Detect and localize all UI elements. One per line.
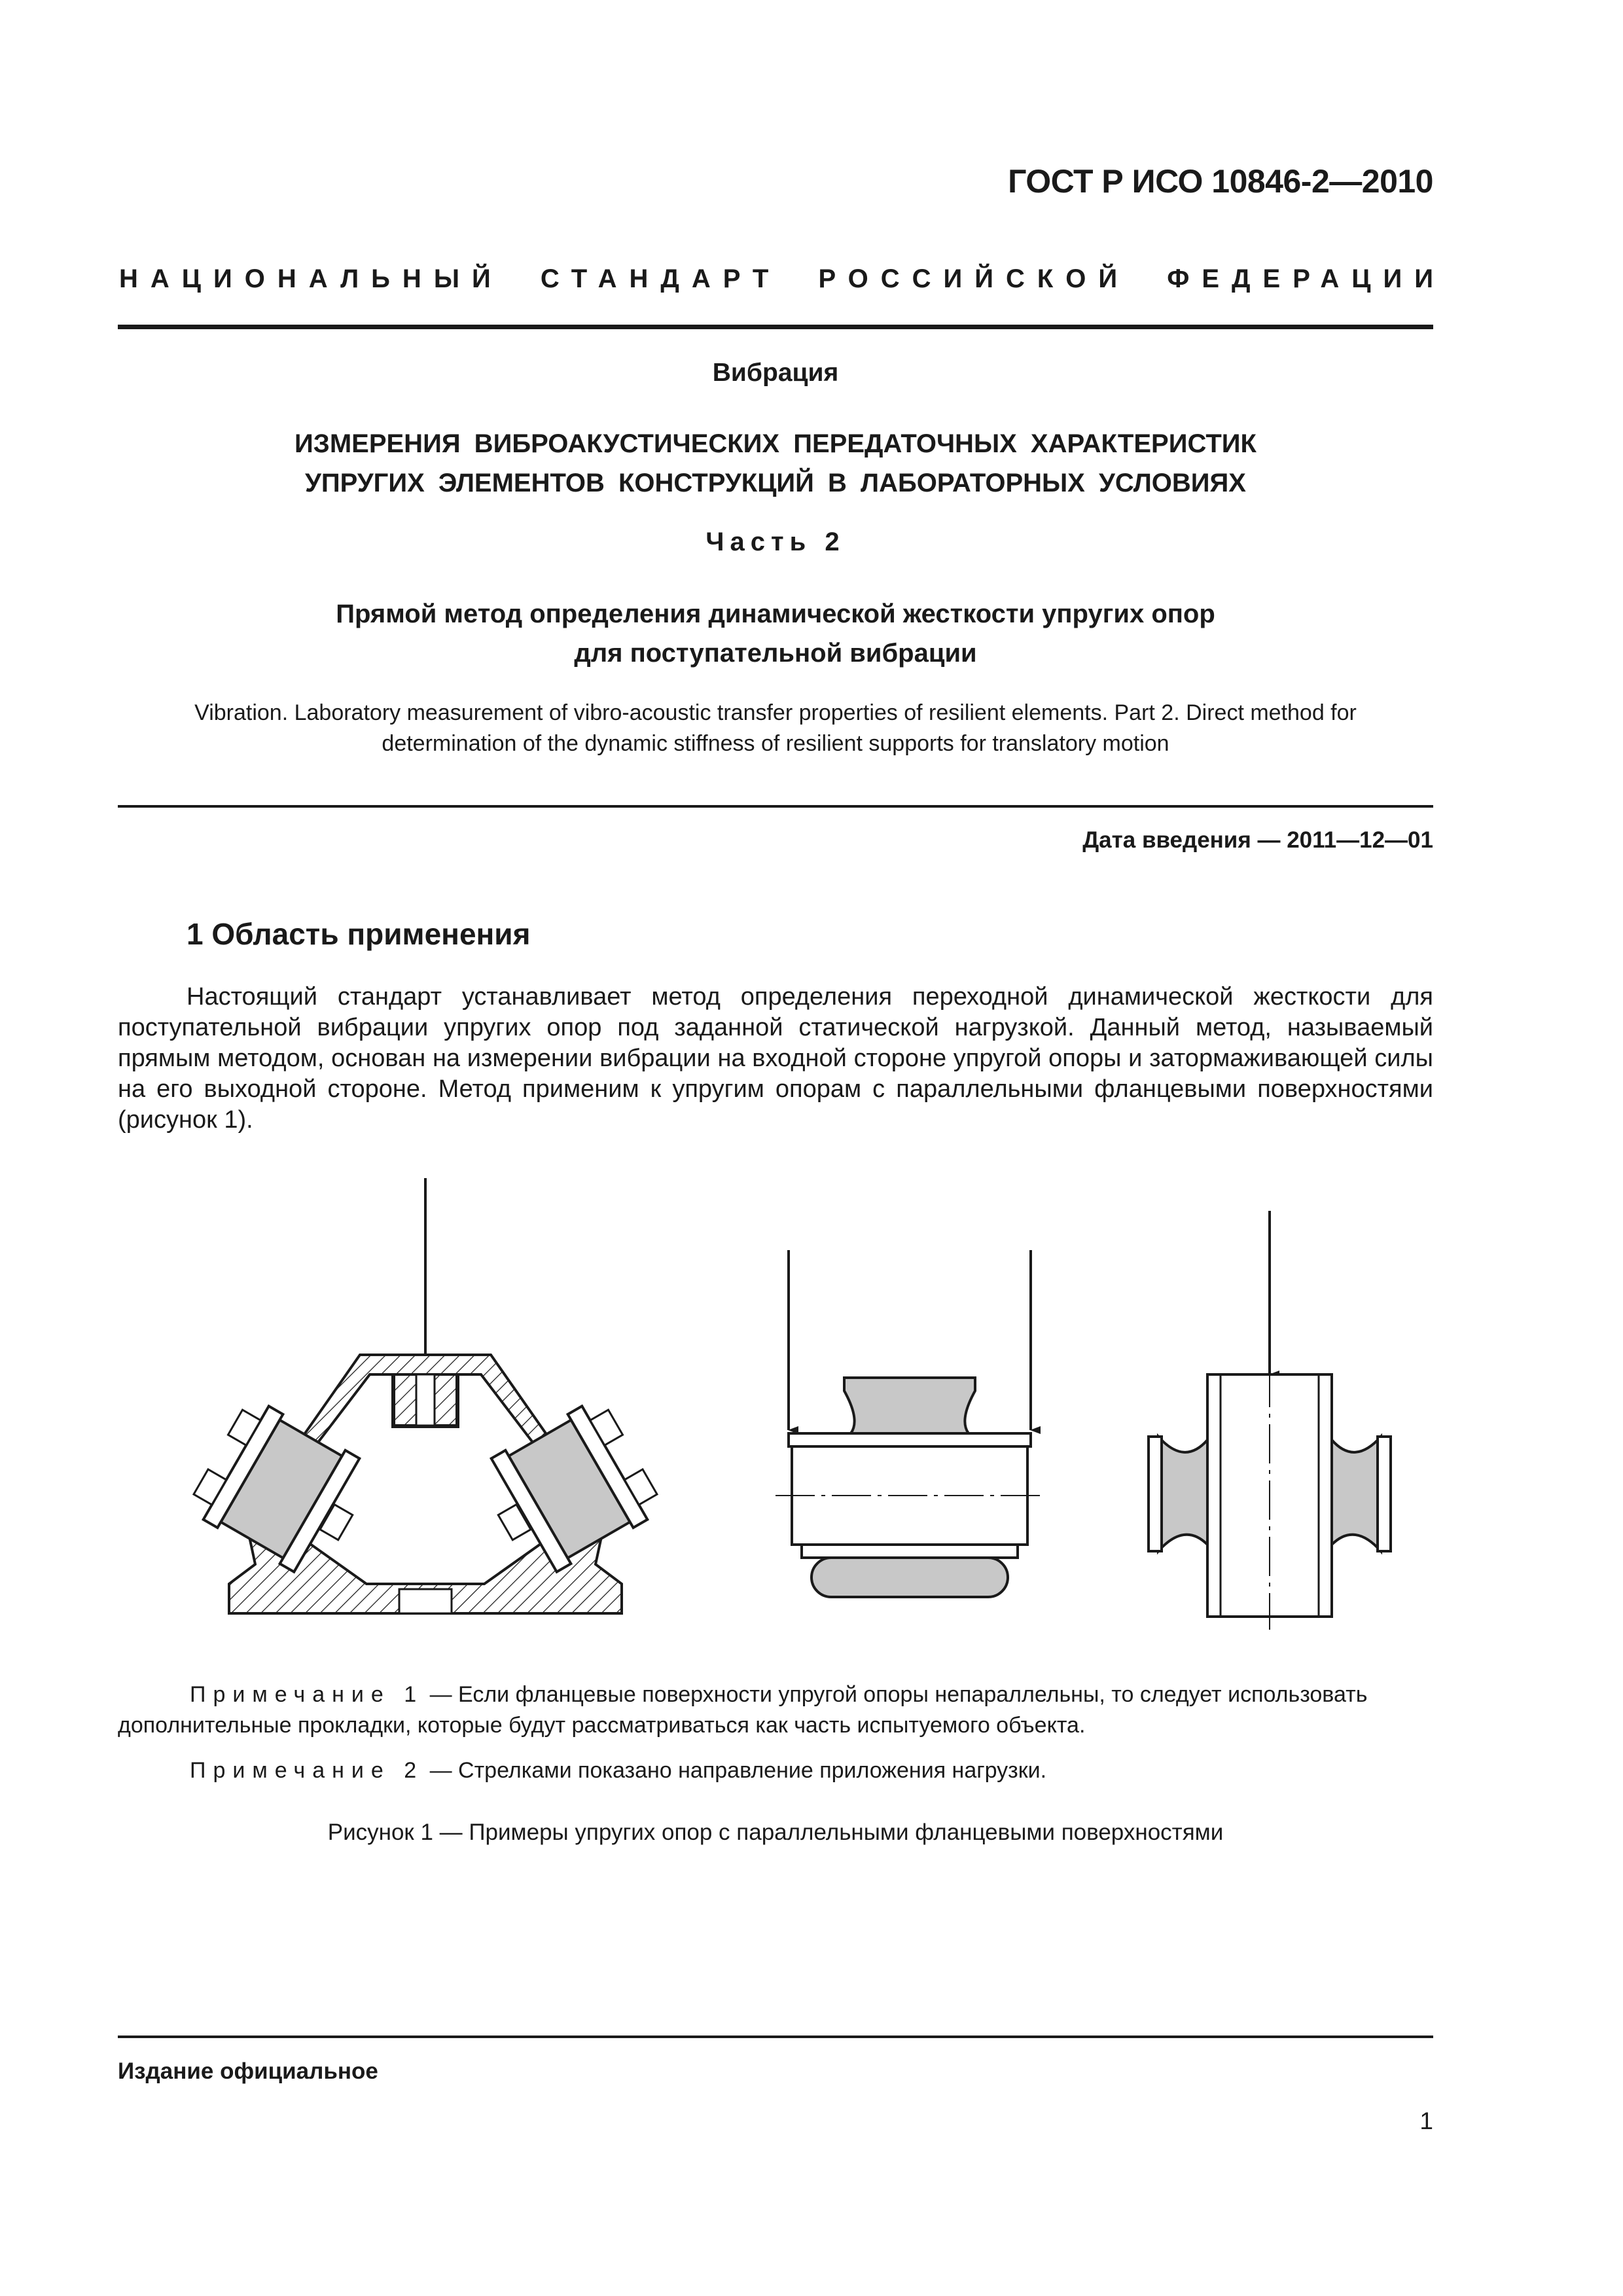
note-1-label: Примечание 1	[190, 1682, 424, 1707]
bottom-plate	[802, 1545, 1018, 1558]
section-paragraph: Настоящий стандарт устанавливает метод определения переходной динамической жесткости для поступательной вибрации упругих опор под заданной статической нагрузкой. Данный метод, называемый прямым методом, основан на измерении вибрации на входной стороне упругой опоры и затормаживающей силы на его выходной стороне. Метод применим к упругим опорам с параллельными фланцевыми поверхностями (рисунок 1).	[118, 983, 1433, 1134]
subtitle	[118, 594, 1433, 673]
title-rule	[118, 805, 1433, 808]
rubber-left	[1158, 1437, 1207, 1551]
footer-rule	[118, 2036, 1433, 2038]
note-2-label: Примечание 2	[190, 1758, 424, 1783]
edition-label: Издание официальное	[118, 2058, 378, 2084]
part-label: Часть 2	[705, 528, 846, 556]
rubber-right	[1332, 1437, 1381, 1551]
national-title-word-4: ФЕДЕРАЦИИ	[1167, 264, 1446, 293]
note-2-text: — Стрелками показано направление приложения нагрузки.	[423, 1758, 1047, 1783]
subtitle-line-1: Прямой метод определения динамической жесткости упругих опор	[336, 600, 1215, 628]
header-rule	[118, 325, 1433, 329]
mount-example-2	[776, 1250, 1044, 1597]
english-title-line-1: Vibration. Laboratory measurement of vibro-acoustic transfer properties of resilient elements. Part 2. Direct method for	[194, 700, 1357, 725]
figure-caption: Рисунок 1 — Примеры упругих опор с параллельными фланцевыми поверхностями	[327, 1820, 1224, 1845]
mount-example-1	[185, 1178, 666, 1613]
subtitle-line-2: для поступательной вибрации	[574, 639, 977, 668]
introduction-date: Дата введения — 2011—12—01	[1082, 827, 1433, 853]
national-title-word-3: РОССИЙСКОЙ	[818, 264, 1130, 293]
figure-resilient-supports	[118, 1178, 1433, 1676]
top-plate	[789, 1433, 1031, 1446]
rubber-top	[844, 1378, 975, 1433]
page-number: 1	[1419, 2108, 1433, 2134]
note-1-text: — Если фланцевые поверхности упругой опоры непараллельны, то следует использовать дополнительные прокладки, которые будут рассматриваться как часть испытуемого объекта.	[118, 1682, 1368, 1738]
document-subject: Вибрация	[712, 359, 839, 387]
base-hole	[399, 1589, 452, 1613]
top-boss-hole	[416, 1374, 435, 1426]
national-standard-title	[119, 264, 1446, 294]
main-title	[118, 424, 1433, 503]
note-1	[118, 1679, 1433, 1741]
main-title-line-1: ИЗМЕРЕНИЯ ВИБРОАКУСТИЧЕСКИХ ПЕРЕДАТОЧНЫХ ХАРАКТЕРИСТИК	[294, 429, 1257, 458]
english-title-line-2: determination of the dynamic stiffness of resilient supports for translatory motion	[382, 731, 1169, 756]
main-title-line-2: УПРУГИХ ЭЛЕМЕНТОВ КОНСТРУКЦИЙ В ЛАБОРАТОРНЫХ УСЛОВИЯХ	[305, 469, 1246, 497]
standard-number: ГОСТ Р ИСО 10846-2—2010	[1008, 163, 1433, 200]
mount-example-3	[1149, 1211, 1391, 1630]
section-heading: 1 Область применения	[187, 917, 531, 951]
english-title	[118, 698, 1433, 759]
rubber-bottom	[812, 1558, 1008, 1597]
national-title-word-1: НАЦИОНАЛЬНЫЙ	[119, 264, 503, 293]
note-2	[118, 1755, 1505, 1786]
national-title-word-2: СТАНДАРТ	[540, 264, 781, 293]
